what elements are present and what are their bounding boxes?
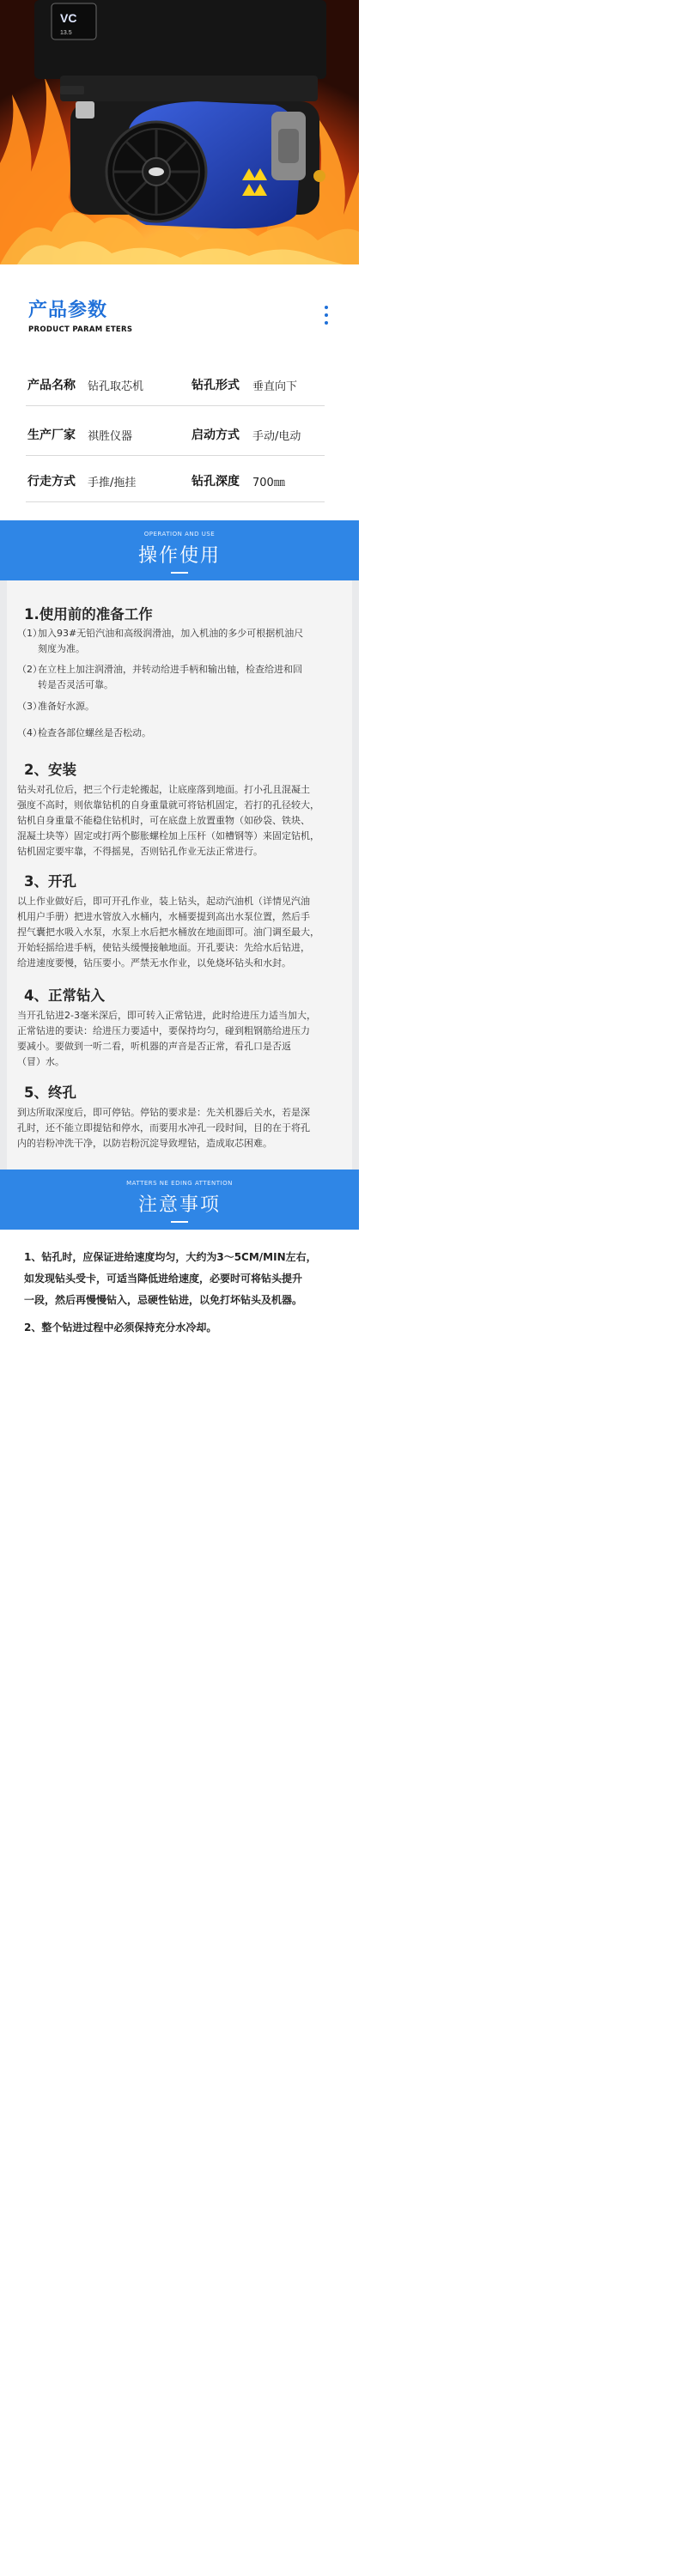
badge-number: 13.5 [60,30,72,36]
section-title: 3、开孔 [24,873,76,890]
item-number: （4） [17,727,42,738]
notes-section [0,1230,359,1346]
param-value: 手推/拖挂 [88,477,137,489]
band-subtitle: MATTERS NE EDING ATTENTION [126,1180,233,1187]
paragraph-line: 钻机固定要牢靠，不得摇晃，否则钻孔作业无法正常进行。 [17,846,263,857]
param-row [26,455,325,502]
operation-header-band [0,520,359,580]
section-title: 1.使用前的准备工作 [24,606,153,623]
item-number: （2） [17,664,42,675]
item-text: 刻度为准。 [38,643,85,654]
paragraph-line: 内的岩粉冲洗干净，以防岩粉沉淀导致埋钻，造成取芯困难。 [17,1138,272,1149]
param-label: 产品名称 [27,379,76,392]
product-params-section [0,264,359,520]
band-underline [171,572,188,574]
param-value: 垂直向下 [252,380,298,393]
hero-product-image [0,0,359,264]
param-row [26,359,325,406]
section-title: 5、终孔 [24,1084,76,1101]
param-label: 行走方式 [27,475,76,489]
paragraph-line: 捏气囊把水吸入水泵，水泵上水后把水桶放在地面即可。油门调至最大， [17,927,319,938]
row-divider [26,501,325,502]
band-title: 注意事项 [137,1194,221,1216]
band-subtitle: OPERATION AND USE [143,531,216,538]
item-text: 检查各部位螺丝是否松动。 [38,727,151,738]
param-label: 启动方式 [192,428,240,442]
band-title: 操作使用 [137,545,221,567]
item-number: （1） [17,628,42,639]
paragraph-line: 当开孔钻进2-3毫米深后，即可转入正常钻进，此时给进压力适当加大， [17,1010,316,1021]
param-label: 钻孔深度 [192,475,240,489]
params-subtitle: PRODUCT PARAM ETERS [28,325,133,334]
paragraph-line: 开始轻摇给进手柄，使钻头缓慢接触地面。开孔要诀：先给水后钻进， [17,942,310,953]
badge-text: VC [60,11,77,25]
param-row [26,409,325,456]
note-line: 1、钻孔时，应保证进给速度均匀，大约为3～5CM/MIN左右， [24,1251,317,1263]
paragraph-line: 正常钻进的要诀：给进压力要适中，要保持均匀，碰到粗钢筋给进压力 [17,1025,310,1036]
param-value: 祺胜仪器 [88,430,133,443]
item-number: （3） [17,701,42,712]
engine-body [34,0,326,228]
params-title: 产品参数 [28,300,108,321]
dot [325,313,328,317]
paragraph-line: 给进速度要慢，钻压要小。严禁无水作业，以免烧坏钻头和水封。 [17,957,291,969]
engine-illustration [0,0,359,264]
note-line: 一段，然后再慢慢钻入，忌硬性钻进，以免打坏钻头及机器。 [24,1294,303,1306]
more-menu-icon[interactable] [323,306,330,325]
dot [325,306,328,309]
paragraph-line: 混凝土块等）固定或打两个膨胀螺栓加上压杆（如槽钢等）来固定钻机， [17,830,319,841]
dot [325,321,328,325]
item-text: 加入93#无铅汽油和高级润滑油，加入机油的多少可根据机油尺 [38,628,304,639]
band-underline [171,1221,188,1223]
section-title: 4、正常钻入 [24,987,105,1004]
operation-card [7,580,352,1170]
paragraph-line: 孔时，还不能立即提钻和停水，而要用水冲孔一段时间，目的在于将孔 [17,1122,310,1133]
item-text: 在立柱上加注润滑油，并转动给进手柄和输出轴，检查给进和回 [38,664,302,675]
param-label: 钻孔形式 [192,379,240,392]
item-text: 准备好水源。 [38,701,94,712]
section-title: 2、安装 [24,762,76,778]
paragraph-line: 钻头对孔位后，把三个行走轮搬起，让底座落到地面。打小孔且混凝土 [17,784,310,795]
operation-section [0,580,359,1170]
paragraph-line: 要减小。要做到一听二看，听机器的声音是否正常，看孔口是否返 [17,1041,291,1052]
paragraph-line: 强度不高时，则依靠钻机的自身重量就可将钻机固定，若打的孔径较大， [17,799,319,811]
param-value: 700㎜ [252,477,285,489]
paragraph-line: （冒）水。 [17,1056,64,1067]
note-line: 如发现钻头受卡，可适当降低进给速度，必要时可将钻头提升 [24,1273,303,1285]
item-text: 转是否灵活可靠。 [38,679,113,690]
paragraph-line: 到达所取深度后，即可停钻。停钻的要求是：先关机器后关水，若是深 [17,1107,310,1118]
notes-header-band [0,1170,359,1230]
param-label: 生产厂家 [27,428,76,442]
paragraph-line: 钻机自身重量不能稳住钻机时，可在底盘上放置重物（如砂袋、铁块、 [17,815,310,826]
row-divider [26,405,325,406]
paragraph-line: 以上作业做好后，即可开孔作业，装上钻头，起动汽油机（详情见汽油 [17,896,310,907]
paragraph-line: 机用户手册）把进水管放入水桶内，水桶要提到高出水泵位置，然后手 [17,911,310,922]
note-line: 2、整个钻进过程中必须保持充分水冷却。 [24,1321,217,1334]
param-value: 钻孔取芯机 [88,380,144,393]
param-value: 手动/电动 [252,430,301,443]
